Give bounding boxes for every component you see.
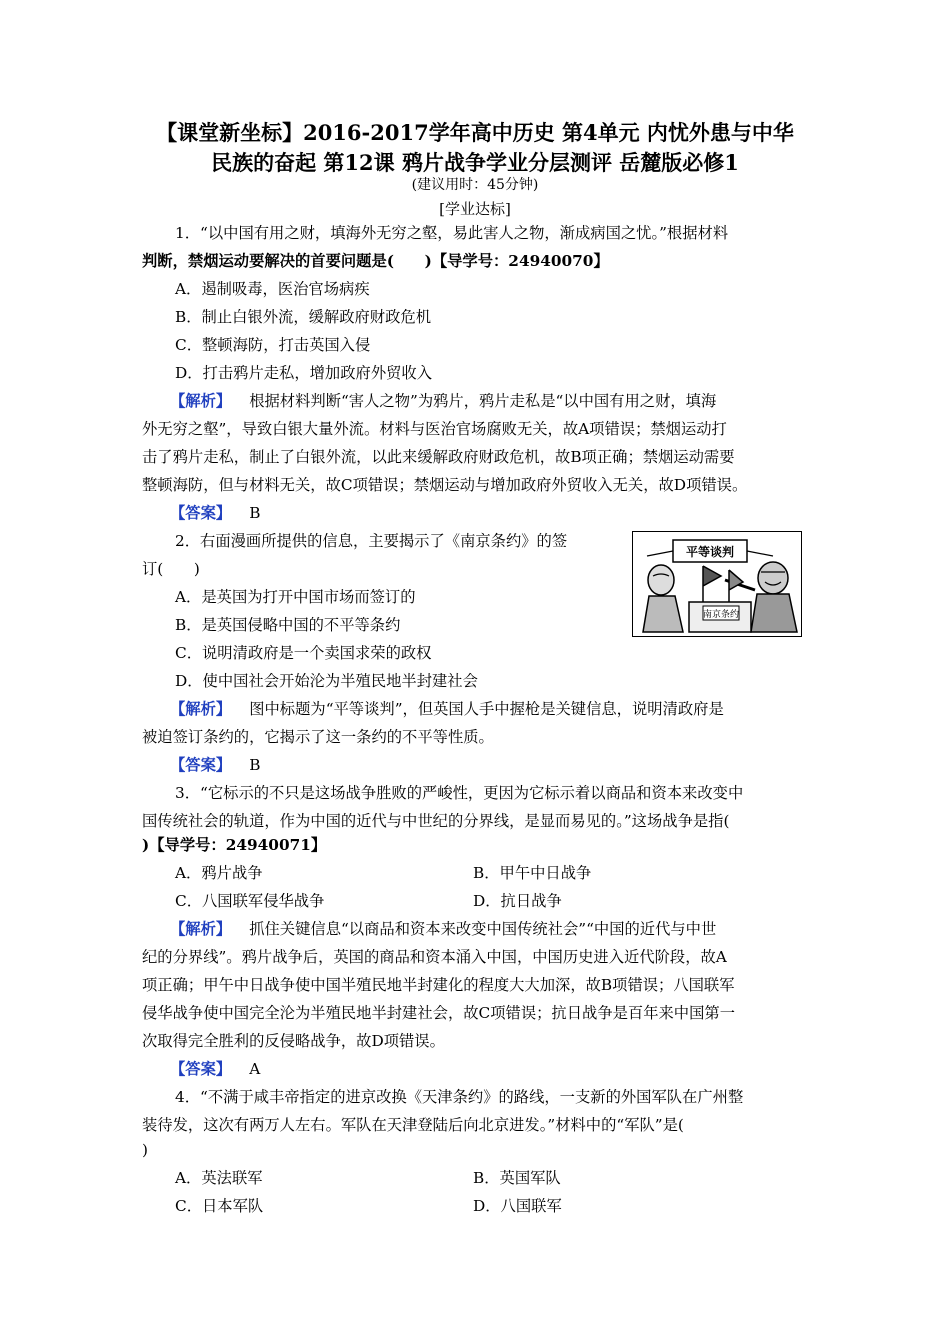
q4-options-row-1: [175, 1168, 775, 1188]
title-line-2: 民族的奋起 第12课 鸦片战争学业分层测评 岳麓版必修1: [211, 150, 739, 175]
q1-stem-line-1: 1．“以中国有用之财，填海外无穷之壑，易此害人之物，渐成病国之忧。”根据材料: [175, 224, 729, 242]
q2-option-b: B．是英国侵略中国的不平等条约: [175, 616, 401, 634]
q4-option-a: A．英法联军: [175, 1169, 263, 1187]
q4-stem-line-2: 装待发，这次有两万人左右。军队在天津登陆后向北京进发。”材料中的“军队”是(: [142, 1116, 684, 1134]
q1-option-d: D．打击鸦片走私，增加政府外贸收入: [175, 364, 433, 382]
cartoon-right-figure: [758, 562, 788, 594]
q2-analysis-line-2: 被迫签订条约的，它揭示了这一条约的不平等性质。: [142, 728, 494, 746]
q4-stem-line-3: ): [142, 1141, 148, 1159]
cartoon-drawing: [633, 532, 801, 636]
cartoon-image: [632, 531, 802, 637]
q2-option-a: A．是英国为打开中国市场而签订的: [175, 588, 416, 606]
q2-stem-line-1: 2．右面漫画所提供的信息，主要揭示了《南京条约》的签: [175, 532, 568, 550]
q1-analysis-line-2: 外无穷之壑”，导致白银大量外流。材料与医治官场腐败无关，故A项错误；禁烟运动打: [142, 420, 727, 438]
title-line-1: 【课堂新坐标】2016-2017学年高中历史 第4单元 内忧外患与中华: [156, 120, 794, 145]
q3-answer-tag: 【答案】: [170, 1060, 232, 1078]
q2-option-c: C．说明清政府是一个卖国求荣的政权: [175, 644, 432, 662]
q1-analysis-tag: 【解析】: [170, 392, 232, 410]
section-label: [学业达标]: [439, 200, 511, 218]
q4-option-b: B．英国军队: [473, 1169, 561, 1187]
q1-option-c: C．整顿海防，打击英国入侵: [175, 336, 371, 354]
q3-analysis-text-1: 抓住关键信息“以商品和资本来改变中国传统社会”“中国的近代与中世: [249, 920, 717, 938]
q3-option-a: A．鸦片战争: [175, 864, 263, 882]
q3-stem-line-1: 3．“它标示的不只是这场战争胜败的严峻性，更因为它标示着以商品和资本来改变中: [175, 784, 744, 802]
q3-options-row-2: [175, 891, 775, 911]
q2-answer-line: [170, 755, 260, 775]
q3-analysis-line-2: 纪的分界线”。鸦片战争后，英国的商品和资本涌入中国，中国历史进入近代阶段，故A: [142, 948, 727, 966]
q2-answer-tag: 【答案】: [170, 756, 232, 774]
q1-option-a: A．遏制吸毒，医治官场病疾: [175, 280, 370, 298]
q1-analysis-text-1: 根据材料判断“害人之物”为鸦片，鸦片走私是“以中国有用之财，填海: [249, 392, 717, 410]
q4-options-row-2: [175, 1196, 775, 1216]
q3-option-d: D．抗日战争: [473, 892, 562, 910]
q1-answer-value: B: [249, 504, 261, 522]
q4-option-c: C．日本军队: [175, 1197, 264, 1215]
q3-stem-line-3: [142, 835, 326, 855]
q3-analysis-line-4: 侵华战争使中国完全沦为半殖民地半封建社会，故C项错误；抗日战争是百年来中国第一: [142, 1004, 735, 1022]
q4-stem-line-1: 4．“不满于咸丰帝指定的进京改换《天津条约》的路线，一支新的外国军队在广州整: [175, 1088, 744, 1106]
q3-analysis-tag: 【解析】: [170, 920, 232, 938]
q1-stem-text: 判断，禁烟运动要解决的首要问题是( )【导学号：24940070】: [142, 252, 609, 270]
q1-answer-line: [170, 503, 260, 523]
q1-answer-tag: 【答案】: [170, 504, 232, 522]
q1-stem-line-2: [142, 251, 609, 271]
q1-analysis-line-1: [170, 391, 716, 411]
q1-option-b: B．制止白银外流，缓解政府财政危机: [175, 308, 431, 326]
cartoon-left-figure: [648, 565, 674, 595]
q2-option-d: D．使中国社会开始沦为半殖民地半封建社会: [175, 672, 478, 690]
q2-answer-value: B: [249, 756, 261, 774]
q2-stem-line-2: 订( ): [142, 560, 200, 578]
q3-option-b: B．甲午中日战争: [473, 864, 592, 882]
document-title: [140, 118, 810, 178]
cartoon-banner-text: 平等谈判: [685, 545, 735, 559]
q3-option-c: C．八国联军侵华战争: [175, 892, 325, 910]
q3-stem-line-2: 国传统社会的轨道，作为中国的近代与中世纪的分界线，是显而易见的。”这场战争是指(: [142, 812, 730, 830]
q3-stem-text: )【导学号：24940071】: [142, 836, 327, 854]
q3-analysis-line-1: [170, 919, 716, 939]
q4-option-d: D．八国联军: [473, 1197, 562, 1215]
q2-analysis-tag: 【解析】: [170, 700, 232, 718]
q3-options-row-1: [175, 863, 775, 883]
q3-answer-line: [170, 1059, 260, 1079]
q3-answer-value: A: [249, 1060, 261, 1078]
q2-analysis-line-1: [170, 699, 724, 719]
cartoon-paper-text: 南京条约: [702, 610, 740, 620]
q2-analysis-text-1: 图中标题为“平等谈判”，但英国人手中握枪是关键信息，说明清政府是: [249, 700, 724, 718]
q1-analysis-line-4: 整顿海防，但与材料无关，故C项错误；禁烟运动与增加政府外贸收入无关，故D项错误。: [142, 476, 748, 494]
q3-analysis-line-3: 项正确；甲午中日战争使中国半殖民地半封建化的程度大大加深，故B项错误；八国联军: [142, 976, 735, 994]
q1-analysis-line-3: 击了鸦片走私，制止了白银外流，以此来缓解政府财政危机，故B项正确；禁烟运动需要: [142, 448, 735, 466]
suggested-time: (建议用时：45分钟): [411, 177, 539, 193]
q3-analysis-line-5: 次取得完全胜利的反侵略战争，故D项错误。: [142, 1032, 445, 1050]
